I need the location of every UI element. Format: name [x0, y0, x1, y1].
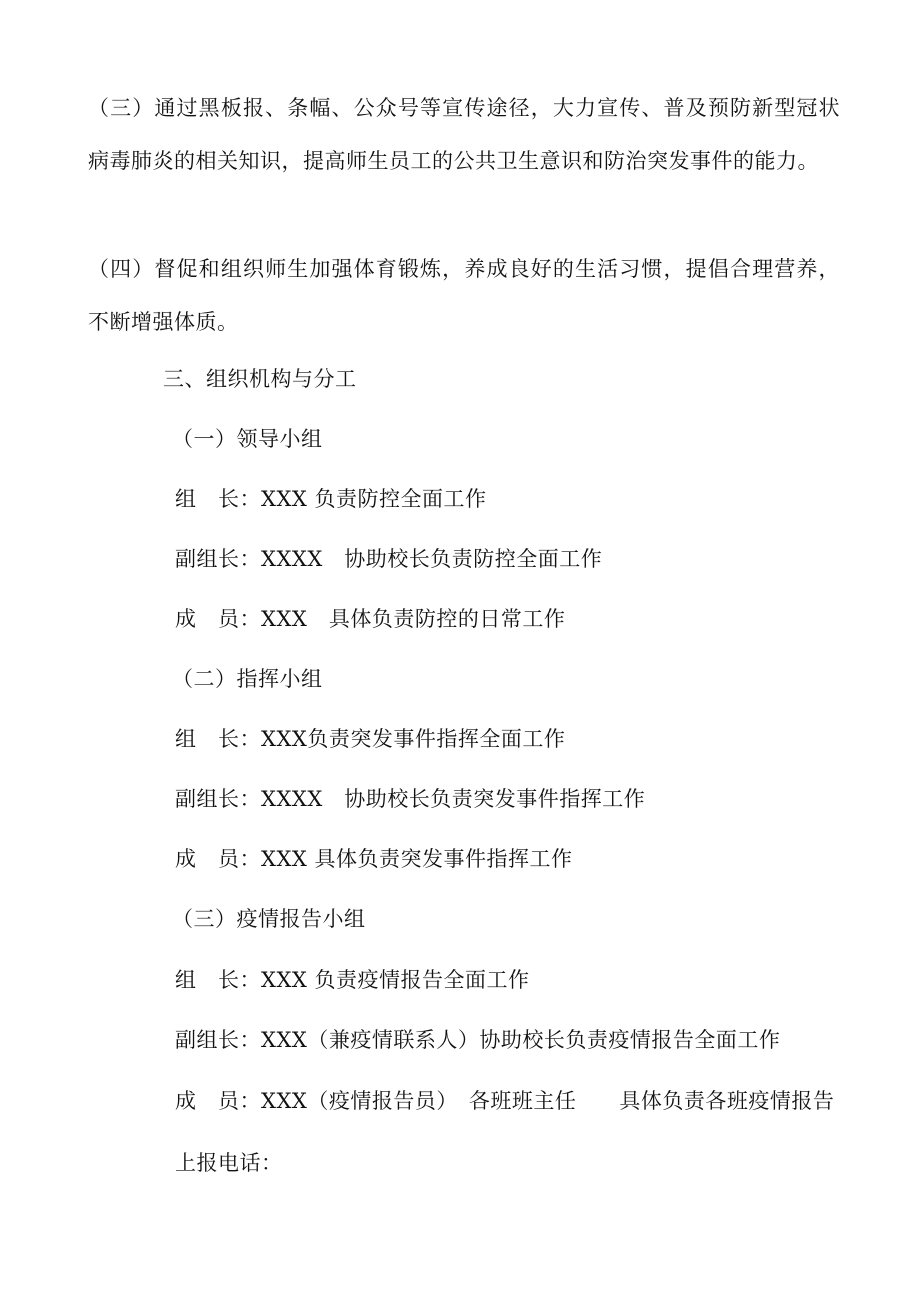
- member-line-deputy: 副组长：XXXX 协助校长负责突发事件指挥工作: [175, 787, 646, 811]
- member-line-leader: 组 长：XXX 负责疫情报告全面工作: [175, 968, 530, 992]
- member-line-deputy: 副组长：XXX（兼疫情联系人）协助校长负责疫情报告全面工作: [175, 1028, 781, 1052]
- member-line-leader: 组 长：XXX 负责防控全面工作: [175, 487, 487, 511]
- member-line-staff: 成 员：XXX（疫情报告员） 各班班主任 具体负责各班疫情报告: [175, 1089, 835, 1113]
- paragraph-publicity: （三）通过黑板报、条幅、公众号等宣传途径，大力宣传、普及预防新型冠状病毒肺炎的相关知识，提高师生员工的公共卫生意识和防治突发事件的能力。: [88, 96, 840, 173]
- member-line-staff: 成 员：XXX 具体负责防控的日常工作: [175, 607, 566, 631]
- paragraph-exercise: （四）督促和组织师生加强体育锻炼，养成良好的生活习惯，提倡合理营养，不断增强体质。: [88, 257, 840, 334]
- report-phone-label: 上报电话：: [175, 1151, 283, 1175]
- section-title: 三、组织机构与分工: [163, 367, 357, 391]
- member-line-leader: 组 长：XXX负责突发事件指挥全面工作: [175, 727, 566, 751]
- group-title-command: （二）指挥小组: [172, 667, 323, 691]
- group-title-leadership: （一）领导小组: [172, 427, 323, 451]
- member-line-staff: 成 员：XXX 具体负责突发事件指挥工作: [175, 847, 573, 871]
- member-line-deputy: 副组长：XXXX 协助校长负责防控全面工作: [175, 547, 603, 571]
- group-title-epidemic-report: （三）疫情报告小组: [172, 907, 366, 931]
